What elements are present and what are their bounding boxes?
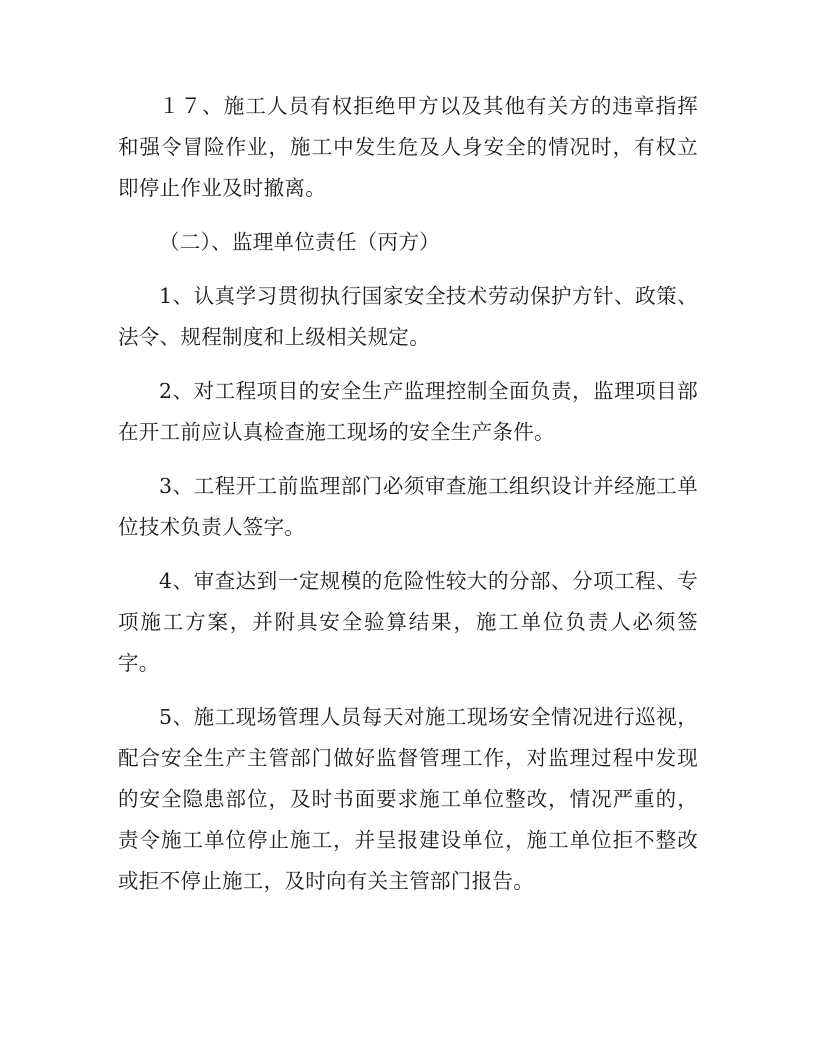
paragraph-item-1: 1、认真学习贯彻执行国家安全技术劳动保护方针、政策、法令、规程制度和上级相关规定。: [118, 284, 698, 349]
section-heading-supervision-unit: （二）、监理单位责任（丙方）: [159, 230, 440, 254]
paragraph-item-2: 2、对工程项目的安全生产监理控制全面负责，监理项目部在开工前应认真检查施工现场的安全生产条件。: [118, 379, 698, 444]
paragraph-item-3: 3、工程开工前监理部门必须审查施工组织设计并经施工单位技术负责人签字。: [118, 474, 698, 539]
document-page: [118, 86, 698, 915]
paragraph-item-17: １７、施工人员有权拒绝甲方以及其他有关方的违章指挥和强令冒险作业，施工中发生危及人身安全的情况时，有权立即停止作业及时撤离。: [118, 94, 698, 200]
paragraph-item-5: 5、施工现场管理人员每天对施工现场安全情况进行巡视，配合安全生产主管部门做好监督管理工作，对监理过程中发现的安全隐患部位，及时书面要求施工单位整改，情况严重的，责令施工单位停止施工，并呈报建设单位，施工单位拒不整改或拒不停止施工，及时向有关主管部门报告。: [118, 705, 698, 893]
paragraph-item-4: 4、审查达到一定规模的危险性较大的分部、分项工程、专项施工方案，并附具安全验算结果，施工单位负责人必须签字。: [118, 569, 698, 675]
